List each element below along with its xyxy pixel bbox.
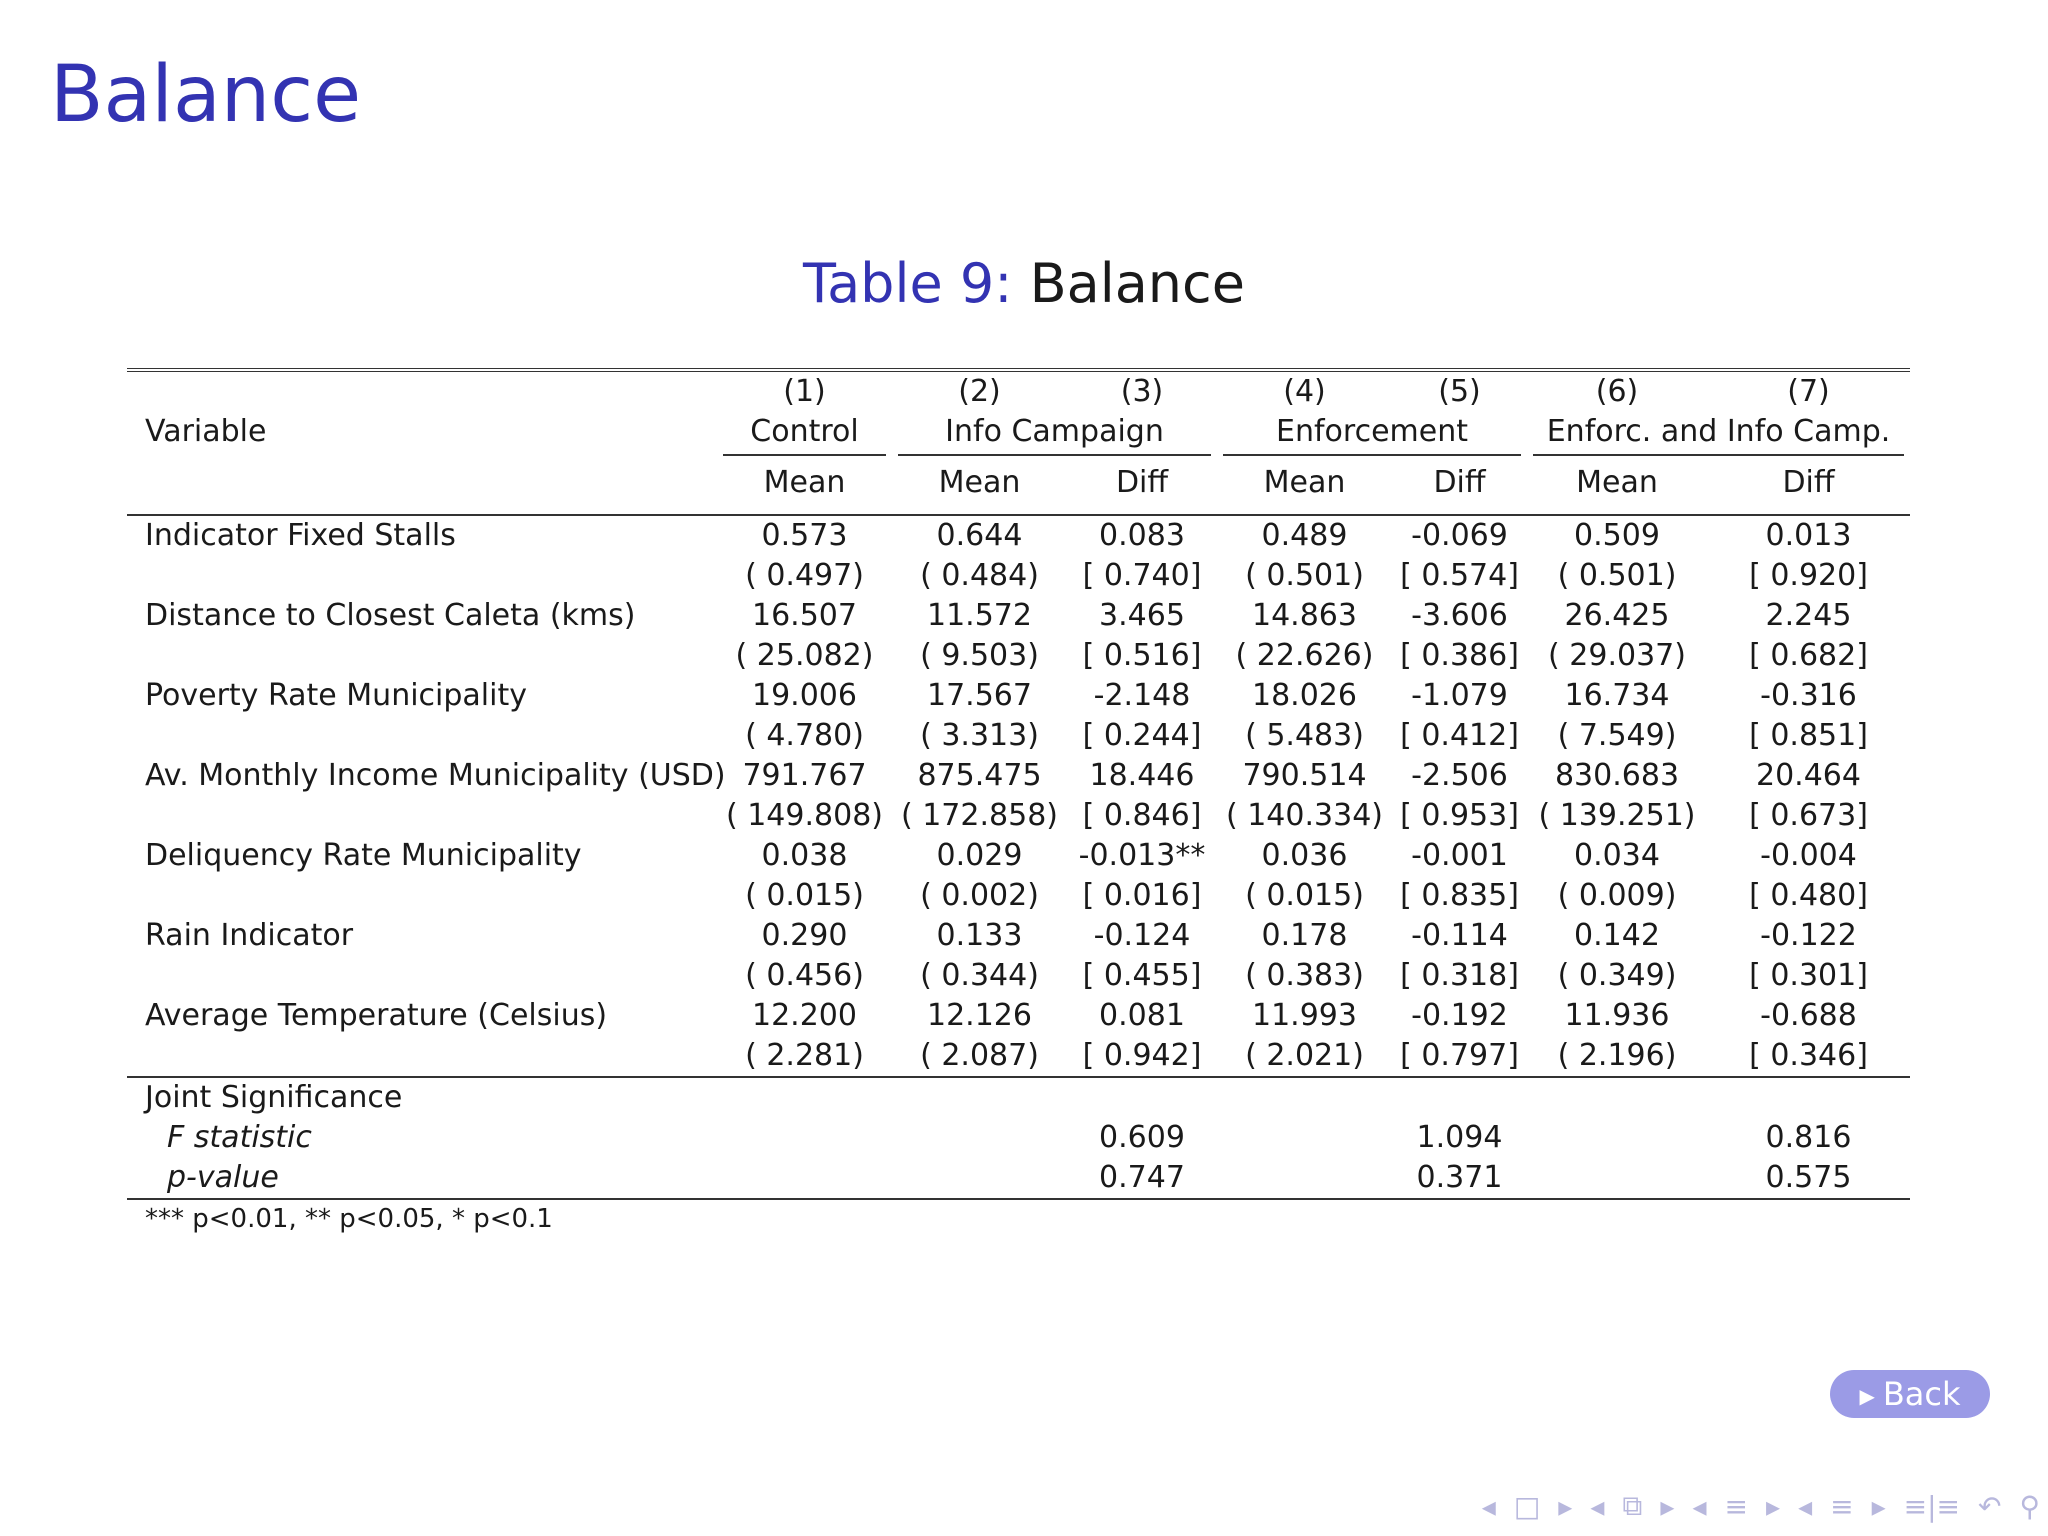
cell-value: 11.993 [1252, 998, 1357, 1033]
cell-value: -0.688 [1760, 998, 1857, 1033]
nav-search-icon[interactable]: ⚲ [2019, 1489, 2040, 1523]
nav-undo-icon[interactable]: ↶ [1978, 1489, 2002, 1523]
cell-stat: [ 0.920] [1749, 558, 1868, 593]
f-statistic-value: 1.094 [1416, 1120, 1503, 1155]
cell-stat: [ 0.346] [1749, 1038, 1868, 1073]
cell-value: 0.034 [1574, 838, 1660, 873]
f-statistic-value: 0.609 [1099, 1120, 1185, 1155]
balance-table-container [127, 368, 1910, 1238]
cell-stat: [ 0.797] [1400, 1038, 1519, 1073]
cell-value: -0.316 [1760, 678, 1857, 713]
play-triangle-icon: ▶ [1859, 1384, 1875, 1408]
cell-stat: [ 0.740] [1082, 558, 1202, 593]
cell-value: -0.122 [1760, 918, 1857, 953]
row-variable-label: Indicator Fixed Stalls [145, 518, 456, 553]
cell-stat: [ 0.412] [1400, 718, 1519, 753]
cell-value: 17.567 [927, 678, 1032, 713]
cell-value: -2.148 [1093, 678, 1191, 713]
cell-stat: [ 0.953] [1400, 798, 1519, 833]
cell-stat: [ 0.016] [1082, 878, 1202, 913]
cell-value: 0.178 [1261, 918, 1348, 953]
cell-stat: [ 0.301] [1749, 958, 1868, 993]
joint-significance-label: Joint Significance [127, 1077, 1910, 1118]
group-header-enforcement: Enforcement [1217, 412, 1527, 452]
cell-value: -0.069 [1411, 518, 1508, 553]
col-number: (3) [1120, 374, 1164, 409]
p-value-value: 0.575 [1707, 1158, 1910, 1199]
cell-stat: ( 0.349) [1557, 958, 1677, 993]
cell-stat: ( 0.009) [1557, 878, 1677, 913]
cell-stat: [ 0.673] [1749, 798, 1868, 833]
nav-frame-icon[interactable]: □ [1513, 1489, 1541, 1523]
caption-text: Balance [1029, 252, 1245, 315]
cell-stat: ( 22.626) [1235, 638, 1374, 673]
col-number: (5) [1438, 374, 1481, 409]
p-value-value: 0.371 [1392, 1158, 1527, 1199]
cell-stat: ( 0.015) [745, 878, 864, 913]
cell-value: 875.475 [917, 758, 1042, 793]
cell-value: 11.936 [1564, 998, 1670, 1033]
col-number: (7) [1787, 374, 1830, 409]
cell-value: 0.083 [1099, 518, 1185, 553]
cell-stat: [ 0.516] [1082, 638, 1202, 673]
nav-align-icon[interactable]: ≡|≡ [1903, 1489, 1961, 1523]
table-row [127, 676, 1910, 716]
cell-stat: ( 0.501) [1245, 558, 1364, 593]
table-row-sub [127, 876, 1910, 916]
cell-value: 790.514 [1242, 758, 1367, 793]
back-button-label: Back [1882, 1375, 1961, 1413]
cell-stat: ( 0.484) [920, 558, 1039, 593]
cell-stat: ( 5.483) [1245, 718, 1364, 753]
stat-header: Mean [1527, 452, 1707, 515]
cell-stat: ( 149.808) [725, 798, 883, 833]
cell-value: 791.767 [742, 758, 867, 793]
group-header-enforc-info: Enforc. and Info Camp. [1527, 412, 1910, 452]
table-row [127, 756, 1910, 796]
cell-value: 12.200 [752, 998, 857, 1033]
group-header-info-campaign: Info Campaign [892, 412, 1217, 452]
frame-title: Balance [50, 50, 362, 140]
nav-doc-icon[interactable]: ≡ [1830, 1489, 1854, 1523]
table-notes: *** p<0.01, ** p<0.05, * p<0.1 [145, 1204, 553, 1234]
table-row [127, 916, 1910, 956]
cell-value: 0.489 [1261, 518, 1348, 553]
cell-stat: ( 0.383) [1245, 958, 1364, 993]
cell-stat: ( 140.334) [1225, 798, 1383, 833]
table-row-sub [127, 716, 1910, 756]
p-value-value: 0.747 [1067, 1158, 1217, 1199]
stat-header: Mean [717, 452, 892, 515]
cell-value: 0.133 [936, 918, 1023, 953]
cell-stat: ( 2.087) [920, 1038, 1039, 1073]
cell-stat: [ 0.574] [1400, 558, 1519, 593]
cell-stat: [ 0.318] [1400, 958, 1519, 993]
group-header-control: Control [717, 412, 892, 452]
col-number: (4) [1283, 374, 1326, 409]
table-row-sub [127, 956, 1910, 996]
cell-value: 19.006 [752, 678, 857, 713]
cell-value: 0.038 [761, 838, 848, 873]
cell-value: 12.126 [927, 998, 1032, 1033]
cell-value: -0.013** [1078, 838, 1206, 873]
cell-value: -1.079 [1411, 678, 1508, 713]
table-row [127, 996, 1910, 1036]
f-statistic-label: F statistic [167, 1120, 312, 1155]
table-row-sub [127, 796, 1910, 836]
cell-value: -3.606 [1411, 598, 1508, 633]
cell-value: 16.734 [1564, 678, 1670, 713]
cell-stat: [ 0.835] [1400, 878, 1519, 913]
cell-stat: [ 0.386] [1400, 638, 1519, 673]
table-row [127, 836, 1910, 876]
nav-section-icon[interactable]: ≡ [1724, 1489, 1748, 1523]
col-number: (2) [958, 374, 1001, 409]
table-row-sub [127, 1036, 1910, 1077]
stat-header: Mean [892, 452, 1067, 515]
cell-stat: ( 2.196) [1557, 1038, 1677, 1073]
nav-subsection-icon[interactable]: ⧉ [1622, 1489, 1643, 1522]
stat-header: Diff [1707, 452, 1910, 515]
nav-frame-next-icon[interactable]: ▸ [1558, 1489, 1573, 1523]
caption-label: Table 9: [803, 252, 1013, 315]
cell-stat: ( 0.456) [745, 958, 864, 993]
cell-value: 0.142 [1574, 918, 1660, 953]
cell-stat: ( 2.281) [745, 1038, 864, 1073]
cell-value: 16.507 [752, 598, 857, 633]
nav-section-next-icon[interactable]: ▸ [1766, 1489, 1781, 1523]
cell-value: 11.572 [927, 598, 1032, 633]
cell-stat: [ 0.480] [1749, 878, 1868, 913]
cell-stat: ( 172.858) [900, 798, 1058, 833]
cell-value: 14.863 [1252, 598, 1357, 633]
table-caption [0, 252, 2048, 315]
cell-stat: ( 4.780) [745, 718, 864, 753]
row-variable-label: Rain Indicator [145, 918, 354, 953]
cell-stat: ( 29.037) [1548, 638, 1686, 673]
nav-frame-prev-icon[interactable]: ◂ [1481, 1489, 1496, 1523]
stat-header: Diff [1392, 452, 1527, 515]
variable-header: Variable [145, 414, 267, 449]
cell-stat: ( 9.503) [920, 638, 1039, 673]
cell-value: -0.114 [1411, 918, 1508, 953]
stat-header: Mean [1217, 452, 1392, 515]
col-number: (6) [1595, 374, 1639, 409]
cell-value: 18.026 [1252, 678, 1357, 713]
cell-value: -0.192 [1411, 998, 1508, 1033]
cell-value: 0.013 [1765, 518, 1852, 553]
cell-stat: ( 0.497) [745, 558, 864, 593]
row-variable-label: Deliquency Rate Municipality [145, 838, 582, 873]
cell-stat: [ 0.851] [1749, 718, 1868, 753]
table-row-sub [127, 636, 1910, 676]
row-variable-label: Av. Monthly Income Municipality (USD) [145, 758, 726, 793]
cell-stat: ( 0.015) [1245, 878, 1364, 913]
cell-value: 20.464 [1756, 758, 1861, 793]
cell-stat: ( 25.082) [735, 638, 874, 673]
p-value-label: p-value [127, 1158, 717, 1199]
cell-value: -0.124 [1093, 918, 1191, 953]
table-row-sub [127, 556, 1910, 596]
cell-value: 0.036 [1261, 838, 1348, 873]
cell-value: 0.081 [1099, 998, 1185, 1033]
cell-value: 18.446 [1089, 758, 1195, 793]
cell-stat: ( 0.501) [1557, 558, 1677, 593]
cell-stat: ( 0.344) [920, 958, 1039, 993]
table-row [127, 515, 1910, 556]
cell-stat: ( 2.021) [1245, 1038, 1364, 1073]
cell-value: 0.029 [936, 838, 1023, 873]
nav-subsection-prev-icon[interactable]: ◂ [1590, 1489, 1605, 1523]
nav-subsection-next-icon[interactable]: ▸ [1660, 1489, 1675, 1523]
table-row [127, 596, 1910, 636]
cell-value: 0.644 [936, 518, 1023, 553]
cell-stat: [ 0.942] [1082, 1038, 1202, 1073]
row-variable-label: Average Temperature (Celsius) [145, 998, 608, 1033]
cell-stat: ( 139.251) [1538, 798, 1696, 833]
stat-header: Diff [1067, 452, 1217, 515]
cell-stat: [ 0.682] [1749, 638, 1868, 673]
cell-stat: [ 0.244] [1082, 718, 1202, 753]
back-button[interactable] [1830, 1370, 1990, 1418]
cell-value: 26.425 [1564, 598, 1670, 633]
row-variable-label: Poverty Rate Municipality [145, 678, 527, 713]
cell-value: 3.465 [1099, 598, 1185, 633]
row-variable-label: Distance to Closest Caleta (kms) [145, 598, 636, 633]
cell-value: 0.509 [1574, 518, 1660, 553]
cell-stat: [ 0.455] [1082, 958, 1202, 993]
f-statistic-value: 0.816 [1765, 1120, 1852, 1155]
col-number: (1) [783, 374, 826, 409]
cell-stat: ( 3.313) [920, 718, 1039, 753]
cell-stat: ( 7.549) [1557, 718, 1677, 753]
beamer-navigation-bar [1300, 1488, 2040, 1524]
balance-table [127, 368, 1910, 1238]
cell-stat: [ 0.846] [1082, 798, 1202, 833]
cell-stat: ( 0.002) [920, 878, 1039, 913]
cell-value: -2.506 [1411, 758, 1508, 793]
cell-value: -0.001 [1411, 838, 1508, 873]
cell-value: -0.004 [1760, 838, 1857, 873]
nav-doc-next-icon[interactable]: ▸ [1871, 1489, 1886, 1523]
table-body [127, 515, 1910, 1077]
nav-doc-prev-icon[interactable]: ◂ [1798, 1489, 1813, 1523]
cell-value: 0.290 [761, 918, 848, 953]
nav-section-prev-icon[interactable]: ◂ [1692, 1489, 1707, 1523]
cell-value: 830.683 [1554, 758, 1680, 793]
cell-value: 0.573 [761, 518, 848, 553]
cell-value: 2.245 [1765, 598, 1852, 633]
